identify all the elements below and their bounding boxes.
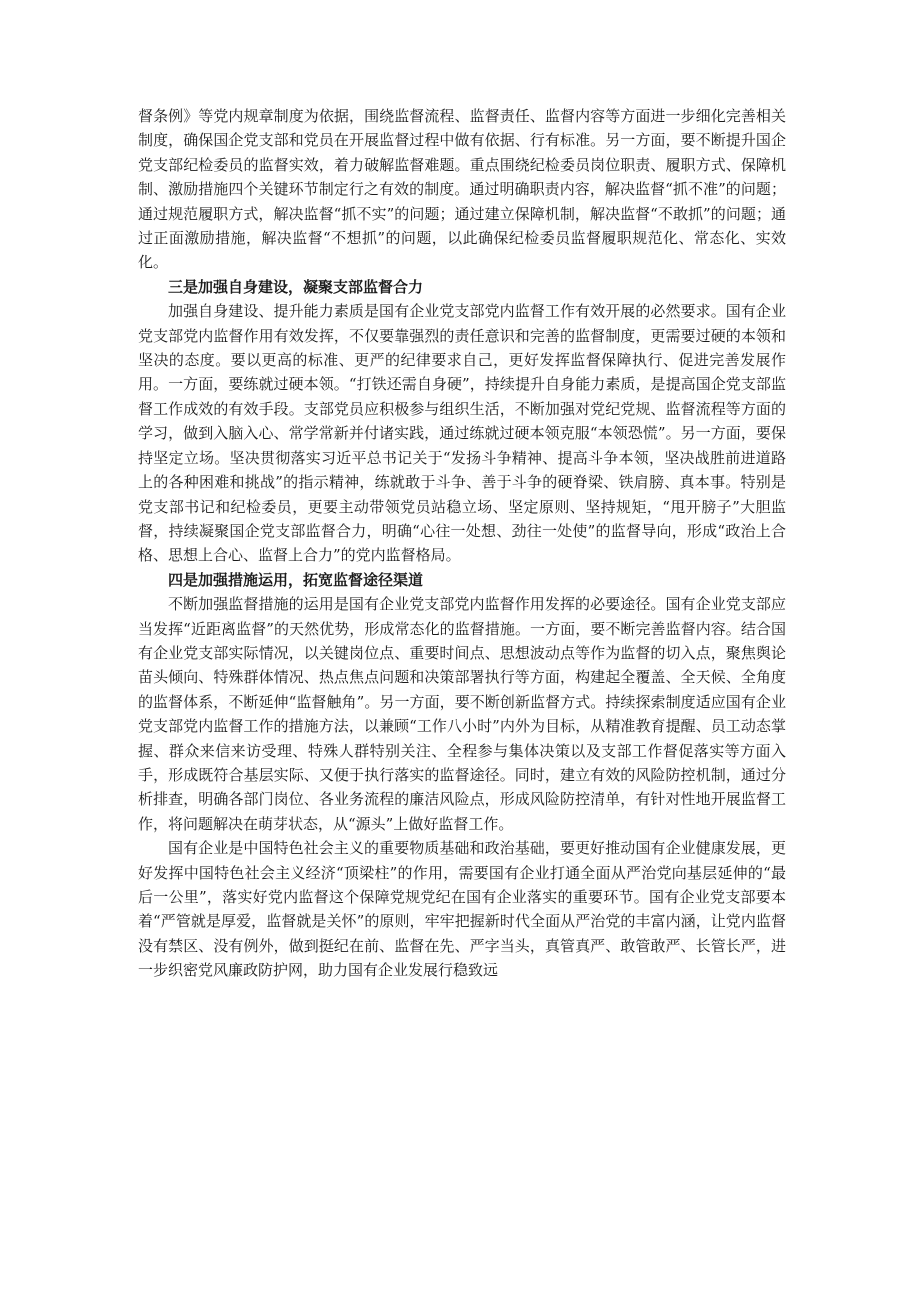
paragraph-section-4: 不断加强监督措施的运用是国有企业党支部党内监督作用发挥的必要途径。国有企业党支部应当发挥“近距离监督”的天然优势，形成常态化的监督措施。一方面，要不断完善监督内容。结合国有企业党支部实际情况，以关键岗位点、重要时间点、思想波动点等作为监督的切入点，聚焦舆论苗头倾向、特殊群体情况、热点焦点问题和决策部署执行等方面，构建起全覆盖、全天候、全角度的监督体系，不断延伸“监督触角”。另一方面，要不断创新监督方式。持续探索制度适应国有企业党支部党内监督工作的措施方法，以兼顾“工作八小时”内外为目标，从精准教育提醒、员工动态掌握、群众来信来访受理、特殊人群特别关注、全程参与集体决策以及支部工作督促落实等方面入手，形成既符合基层实际、又便于执行落实的监督途径。同时，建立有效的风险防控机制，通过分析排查，明确各部门岗位、各业务流程的廉洁风险点，形成风险防控清单，有针对性地开展监督工作，将问题解决在萌芽状态，从“源头”上做好监督工作。 (138, 595, 786, 833)
paragraph-section-3: 加强自身建设、提升能力素质是国有企业党支部党内监督工作有效开展的必然要求。国有企业党支部党内监督作用有效发挥，不仅要靠强烈的责任意识和完善的监督制度，更需要过硬的本领和坚决的态度。要以更高的标准、更严的纪律要求自己，更好发挥监督保障执行、促进完善发展作用。一方面，要练就过硬本领。“打铁还需自身硬”，持续提升自身能力素质，是提高国企党支部监督工作成效的有效手段。支部党员应积极参与组织生活，不断加强对党纪党规、监督流程等方面的学习，做到入脑入心、常学常新并付诸实践，通过练就过硬本领克服“本领恐慌”。另一方面，要保持坚定立场。坚决贯彻落实习近平总书记关于“发扬斗争精神、提高斗争本领，坚决战胜前进道路上的各种困难和挑战”的指示精神，练就敢于斗争、善于斗争的硬脊梁、铁肩膀、真本事。特别是党支部书记和纪检委员，更要主动带领党员站稳立场、坚定原则、坚持规矩，“甩开膀子”大胆监督，持续凝聚国企党支部监督合力，明确“心往一处想、劲往一处使”的监督导向，形成“政治上合格、思想上合心、监督上合力”的党内监督格局。 (138, 302, 786, 565)
paragraph-intro: 督条例》等党内规章制度为依据，围绕监督流程、监督责任、监督内容等方面进一步细化完善相关制度，确保国企党支部和党员在开展监督过程中做有依据、行有标准。另一方面，要不断提升国企党支部纪检委员的监督实效，着力破解监督难题。重点围绕纪检委员岗位职责、履职方式、保障机制、激励措施四个关键环节制定行之有效的制度。通过明确职责内容，解决监督“抓不准”的问题；通过规范履职方式，解决监督“抓不实”的问题；通过建立保障机制，解决监督“不敢抓”的问题；通过正面激励措施，解决监督“不想抓”的问题，以此确保纪检委员监督履职规范化、常态化、实效化。 (138, 107, 786, 272)
section-heading-4: 四是加强措施运用，拓宽监督途径渠道 (168, 570, 424, 589)
document-body (138, 104, 786, 983)
paragraph-conclusion: 国有企业是中国特色社会主义的重要物质基础和政治基础，要更好推动国有企业健康发展，更好发挥中国特色社会主义经济“顶梁柱”的作用，需要国有企业打通全面从严治党向基层延伸的“最后一公里”，落实好党内监督这个保障党规党纪在国有企业落实的重要环节。国有企业党支部要本着“严管就是厚爱，监督就是关怀”的原则，牢牢把握新时代全面从严治党的丰富内涵，让党内监督没有禁区、没有例外，做到挺纪在前、监督在先、严字当头，真管真严、敢管敢严、长管长严，进一步织密党风廉政防护网，助力国有企业发展行稳致远 (138, 839, 786, 980)
section-heading-3: 三是加强自身建设，凝聚支部监督合力 (168, 277, 424, 296)
